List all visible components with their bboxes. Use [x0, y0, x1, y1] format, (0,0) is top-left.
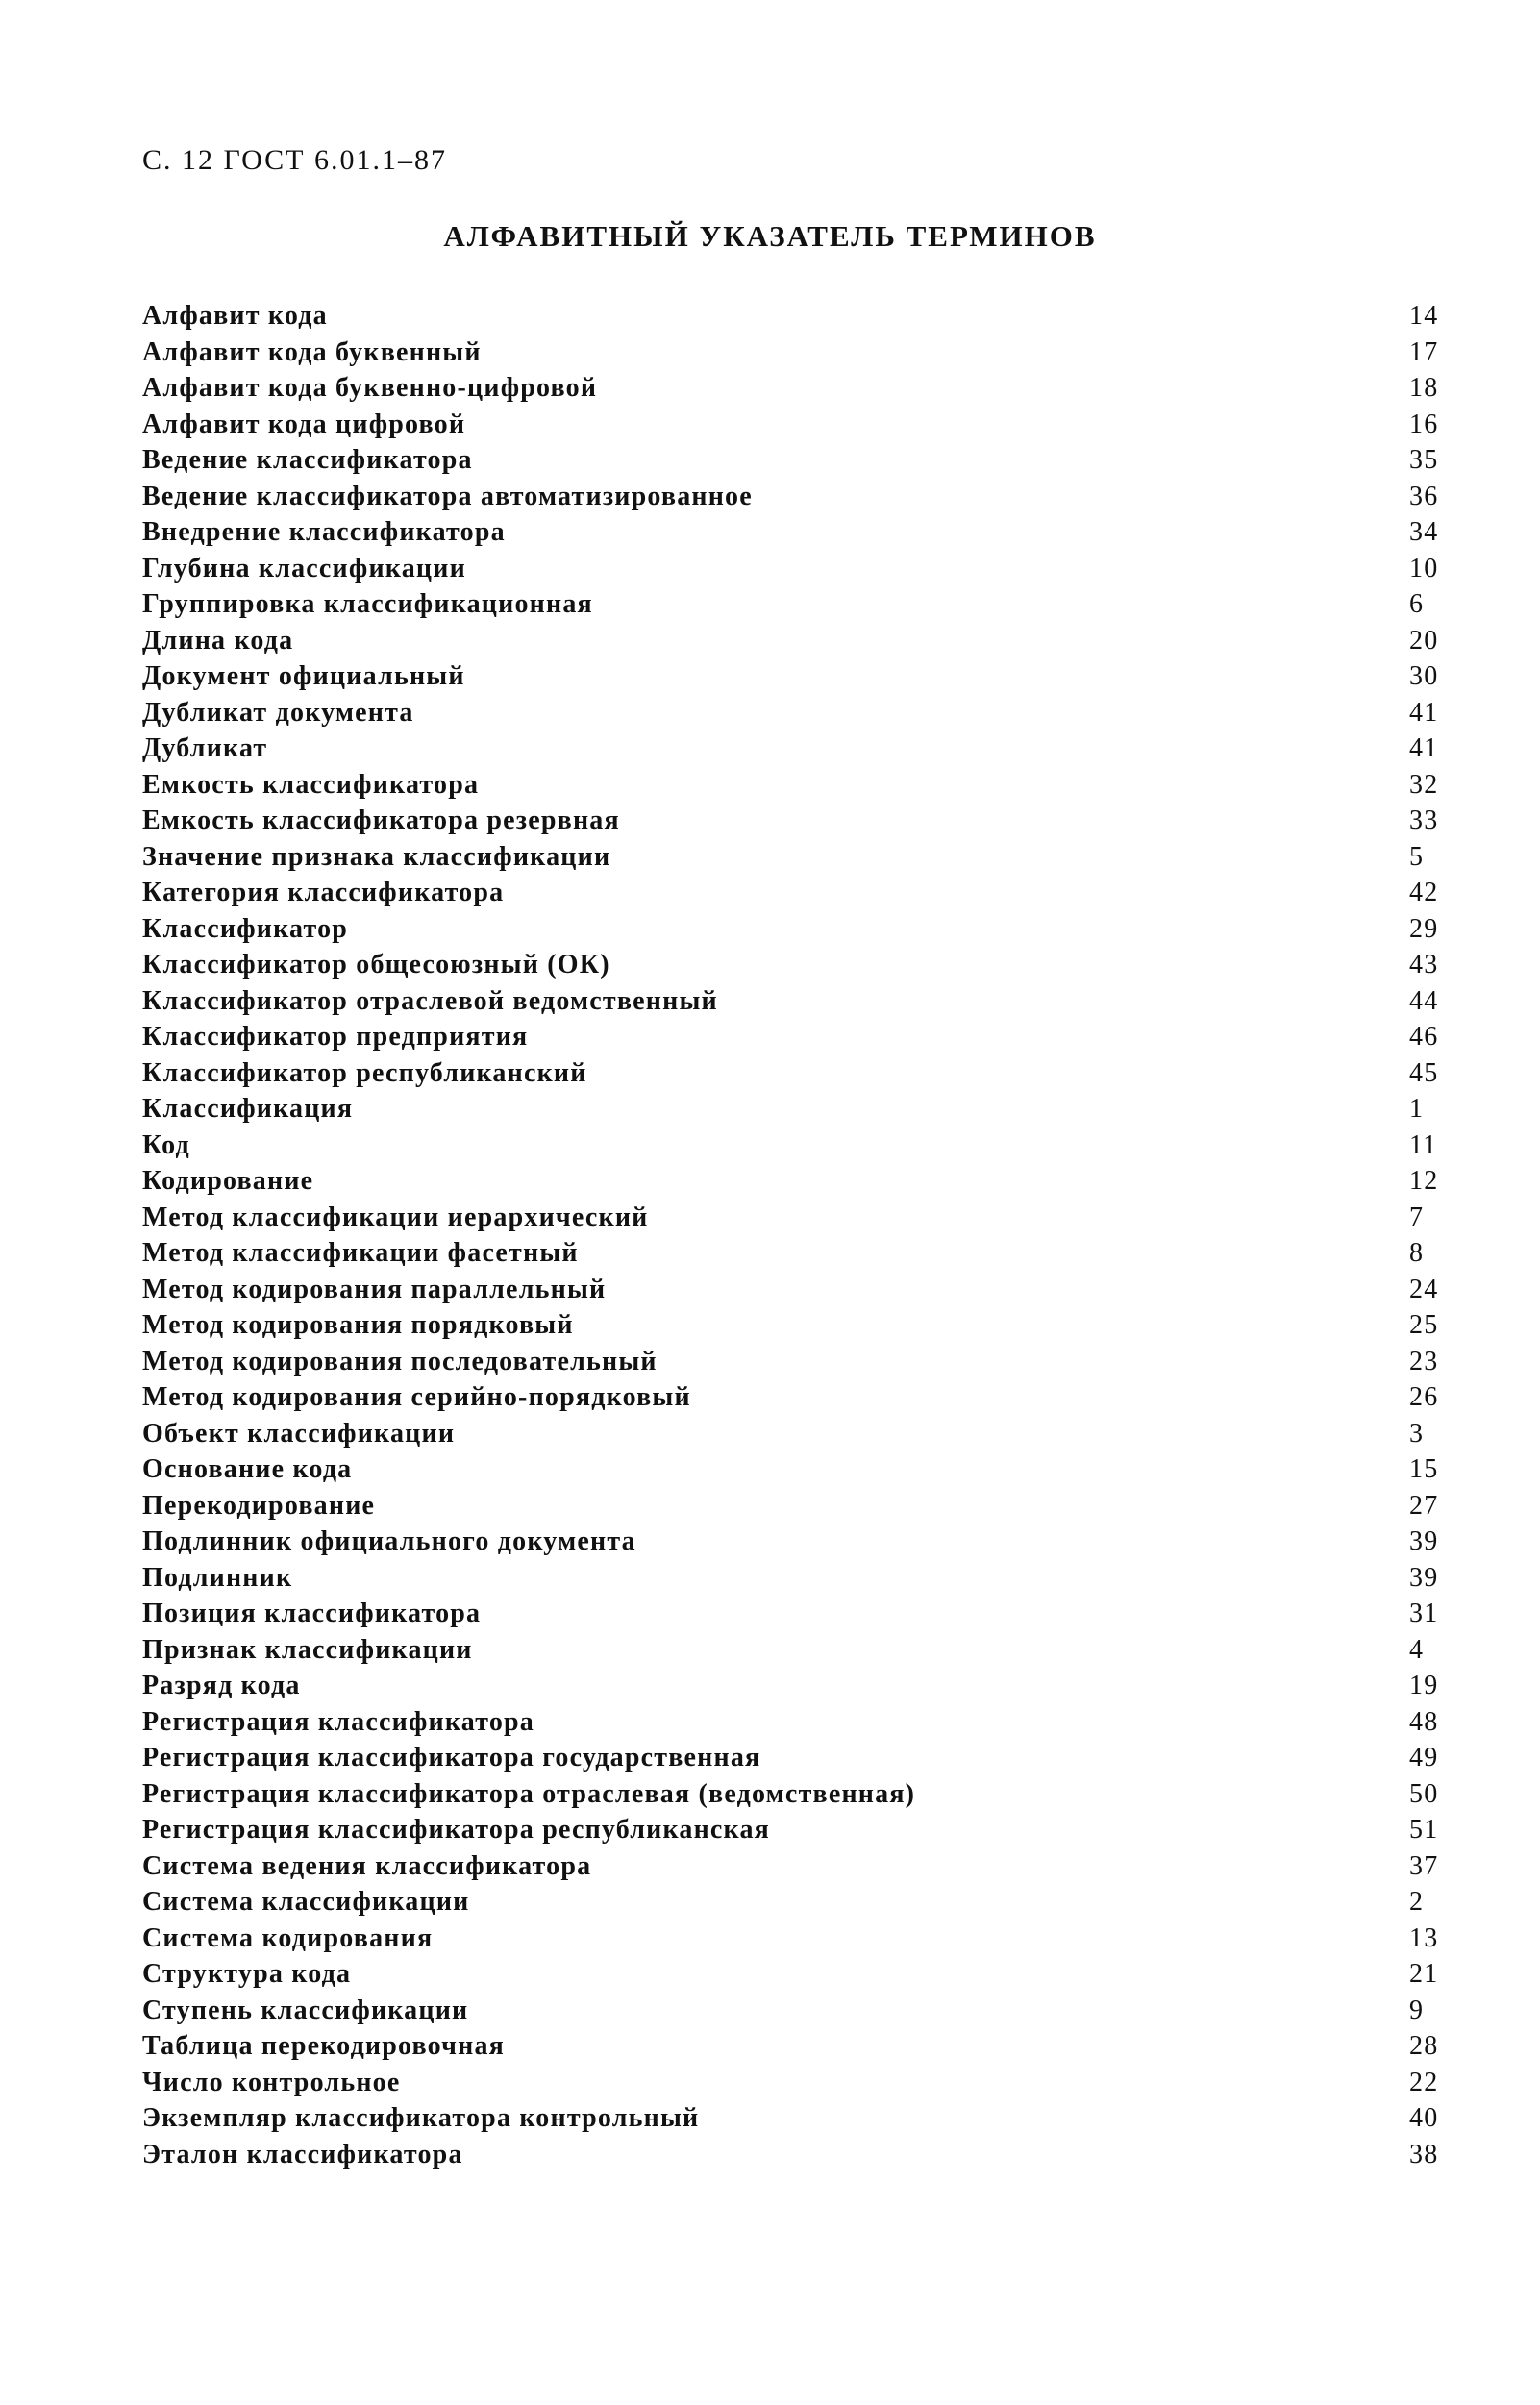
index-term-number: 32 [1409, 769, 1439, 800]
index-term-number: 29 [1409, 913, 1439, 944]
index-entry [142, 514, 1467, 551]
index-term-number: 49 [1409, 1743, 1439, 1773]
index-entry [142, 1632, 1467, 1669]
index-term: Ступень классификации [142, 1995, 469, 2025]
index-term: Классификатор общесоюзный (ОК) [142, 950, 610, 979]
index-term-number: 40 [1409, 2103, 1439, 2133]
index-entry [142, 2137, 1467, 2173]
index-entry [142, 2065, 1467, 2101]
index-entry [142, 1596, 1467, 1632]
index-term: Длина кода [142, 625, 294, 656]
index-term: Структура кода [142, 1959, 352, 1989]
index-term: Дубликат [142, 733, 268, 763]
index-entry [142, 731, 1467, 767]
index-term: Ведение классификатора автоматизированное [142, 481, 753, 511]
index-term-number: 39 [1409, 1562, 1439, 1593]
index-entry [142, 442, 1467, 479]
index-term: Кодирование [142, 1166, 314, 1196]
index-term: Перекодирование [142, 1490, 376, 1521]
index-entry [142, 658, 1467, 695]
index-entry [142, 1776, 1467, 1813]
index-term-number: 50 [1409, 1778, 1439, 1809]
index-term-number: 6 [1409, 589, 1425, 619]
page-header: С. 12 ГОСТ 6.01.1–87 [142, 144, 447, 176]
index-term-number: 43 [1409, 950, 1439, 979]
index-term: Эталон классификатора [142, 2139, 463, 2169]
index-term-number: 24 [1409, 1274, 1439, 1304]
index-term-number: 2 [1409, 1887, 1425, 1917]
index-entry [142, 1884, 1467, 1921]
index-term: Регистрация классификатора отраслевая (ведомственная) [142, 1778, 916, 1809]
index-term-number: 27 [1409, 1490, 1439, 1521]
index-entry [142, 1200, 1467, 1236]
index-term-number: 14 [1409, 301, 1439, 331]
index-term-number: 41 [1409, 733, 1439, 763]
index-term-number: 16 [1409, 409, 1439, 439]
index-term-number: 36 [1409, 481, 1439, 511]
index-term: Значение признака классификации [142, 841, 611, 872]
index-term-number: 10 [1409, 553, 1439, 583]
index-term-number: 11 [1409, 1129, 1438, 1160]
index-term: Метод кодирования последовательный [142, 1346, 658, 1376]
index-term: Категория классификатора [142, 878, 505, 907]
index-entry [142, 767, 1467, 804]
index-term-number: 12 [1409, 1166, 1439, 1196]
index-term: Метод классификации иерархический [142, 1202, 649, 1232]
index-entry [142, 551, 1467, 587]
index-term: Регистрация классификатора государственная [142, 1743, 761, 1773]
index-entry [142, 407, 1467, 443]
index-entry [142, 1235, 1467, 1272]
index-term-number: 31 [1409, 1599, 1439, 1628]
index-entry [142, 1921, 1467, 1957]
index-term: Классификатор республиканский [142, 1057, 587, 1088]
index-term-number: 42 [1409, 878, 1439, 907]
index-entry [142, 1055, 1467, 1092]
index-entry [142, 1956, 1467, 1993]
index-term: Классификатор предприятия [142, 1022, 529, 1052]
index-term-number: 4 [1409, 1634, 1425, 1665]
index-entry [142, 947, 1467, 983]
index-term-number: 45 [1409, 1057, 1439, 1088]
index-entry [142, 335, 1467, 371]
index-term-number: 46 [1409, 1022, 1439, 1052]
index-entry [142, 1307, 1467, 1344]
index-term: Алфавит кода цифровой [142, 409, 466, 439]
index-term-number: 28 [1409, 2031, 1439, 2061]
index-term-number: 22 [1409, 2067, 1439, 2097]
index-term-number: 13 [1409, 1922, 1439, 1953]
index-term-number: 48 [1409, 1706, 1439, 1737]
index-term-number: 1 [1409, 1094, 1425, 1124]
index-term: Емкость классификатора [142, 769, 480, 800]
page-title: АЛФАВИТНЫЙ УКАЗАТЕЛЬ ТЕРМИНОВ [443, 219, 1097, 253]
index-term: Внедрение классификатора [142, 517, 506, 547]
index-term-number: 3 [1409, 1418, 1425, 1449]
index-term: Код [142, 1129, 190, 1160]
index-entry [142, 1451, 1467, 1488]
index-term: Дубликат документа [142, 697, 414, 728]
index-entry [142, 479, 1467, 515]
index-entry [142, 1019, 1467, 1055]
index-term-number: 9 [1409, 1995, 1425, 2025]
index-entry [142, 1128, 1467, 1164]
index-term: Метод классификации фасетный [142, 1238, 579, 1268]
index-term-number: 38 [1409, 2139, 1439, 2169]
index-term: Число контрольное [142, 2067, 401, 2097]
index-term-number: 5 [1409, 841, 1425, 872]
index-term-number: 37 [1409, 1850, 1439, 1881]
index-term-number: 25 [1409, 1310, 1439, 1340]
index-term-number: 35 [1409, 445, 1439, 475]
index-entry [142, 875, 1467, 911]
index-term-number: 8 [1409, 1238, 1425, 1268]
index-entry [142, 2100, 1467, 2137]
index-entry [142, 1344, 1467, 1380]
index-term: Основание кода [142, 1454, 353, 1484]
index-term-number: 44 [1409, 985, 1439, 1016]
index-term-number: 17 [1409, 336, 1439, 367]
index-term: Позиция классификатора [142, 1599, 482, 1628]
index-term: Подлинник [142, 1562, 293, 1593]
index-term-number: 39 [1409, 1526, 1439, 1556]
index-term-number: 18 [1409, 373, 1439, 403]
index-term: Документ официальный [142, 661, 465, 691]
index-entry [142, 1379, 1467, 1416]
index-entry [142, 1091, 1467, 1128]
index-entry [142, 1740, 1467, 1776]
index-term: Алфавит кода [142, 301, 328, 331]
index-term: Регистрация классификатора [142, 1706, 534, 1737]
index-term: Группировка классификационная [142, 589, 593, 619]
index-entry [142, 983, 1467, 1020]
index-entry [142, 1668, 1467, 1704]
index-term: Классификатор [142, 913, 349, 944]
index-term-number: 19 [1409, 1671, 1439, 1700]
index-term: Таблица перекодировочная [142, 2031, 506, 2061]
index-term: Метод кодирования серийно-порядковый [142, 1382, 691, 1412]
index-term-number: 20 [1409, 625, 1439, 656]
index-term: Классификация [142, 1094, 354, 1124]
index-term: Метод кодирования параллельный [142, 1274, 607, 1304]
index-entry [142, 839, 1467, 876]
index-entry [142, 370, 1467, 407]
index-entry [142, 586, 1467, 623]
index-term: Алфавит кода буквенно-цифровой [142, 373, 598, 403]
index-term: Объект классификации [142, 1418, 456, 1449]
index-term: Система классификации [142, 1887, 470, 1917]
index-entry [142, 1812, 1467, 1848]
index-term: Регистрация классификатора республиканская [142, 1815, 771, 1845]
index-entry [142, 1560, 1467, 1597]
index-term: Экземпляр классификатора контрольный [142, 2103, 700, 2133]
index-term: Система кодирования [142, 1922, 434, 1953]
index-entry [142, 1488, 1467, 1525]
index-entry [142, 1272, 1467, 1308]
index-entry [142, 1848, 1467, 1885]
index-term-number: 26 [1409, 1382, 1439, 1412]
index-entry [142, 803, 1467, 839]
index-entry [142, 623, 1467, 659]
index-term-number: 23 [1409, 1346, 1439, 1376]
index-term-number: 51 [1409, 1815, 1439, 1845]
index-term: Система ведения классификатора [142, 1850, 592, 1881]
index-term: Признак классификации [142, 1634, 473, 1665]
index-entry [142, 911, 1467, 948]
index-term: Емкость классификатора резервная [142, 806, 620, 835]
index-term-number: 15 [1409, 1454, 1439, 1484]
index-term-number: 30 [1409, 661, 1439, 691]
index-term-number: 34 [1409, 517, 1439, 547]
index-term: Ведение классификатора [142, 445, 473, 475]
index-entry [142, 1524, 1467, 1560]
index-entry [142, 298, 1467, 335]
index-entry [142, 1704, 1467, 1741]
index-entry [142, 2028, 1467, 2065]
index-term: Алфавит кода буквенный [142, 336, 482, 367]
index-term-number: 21 [1409, 1959, 1439, 1989]
index-entry [142, 1163, 1467, 1200]
index-term: Глубина классификации [142, 553, 466, 583]
index-term: Классификатор отраслевой ведомственный [142, 985, 718, 1016]
term-index-list [142, 298, 1467, 2172]
index-term: Разряд кода [142, 1671, 301, 1700]
index-entry [142, 1993, 1467, 2029]
index-term: Метод кодирования порядковый [142, 1310, 574, 1340]
index-entry [142, 1416, 1467, 1452]
index-term-number: 41 [1409, 697, 1439, 728]
index-entry [142, 695, 1467, 731]
index-term: Подлинник официального документа [142, 1526, 636, 1556]
index-term-number: 7 [1409, 1202, 1425, 1232]
index-term-number: 33 [1409, 806, 1439, 835]
